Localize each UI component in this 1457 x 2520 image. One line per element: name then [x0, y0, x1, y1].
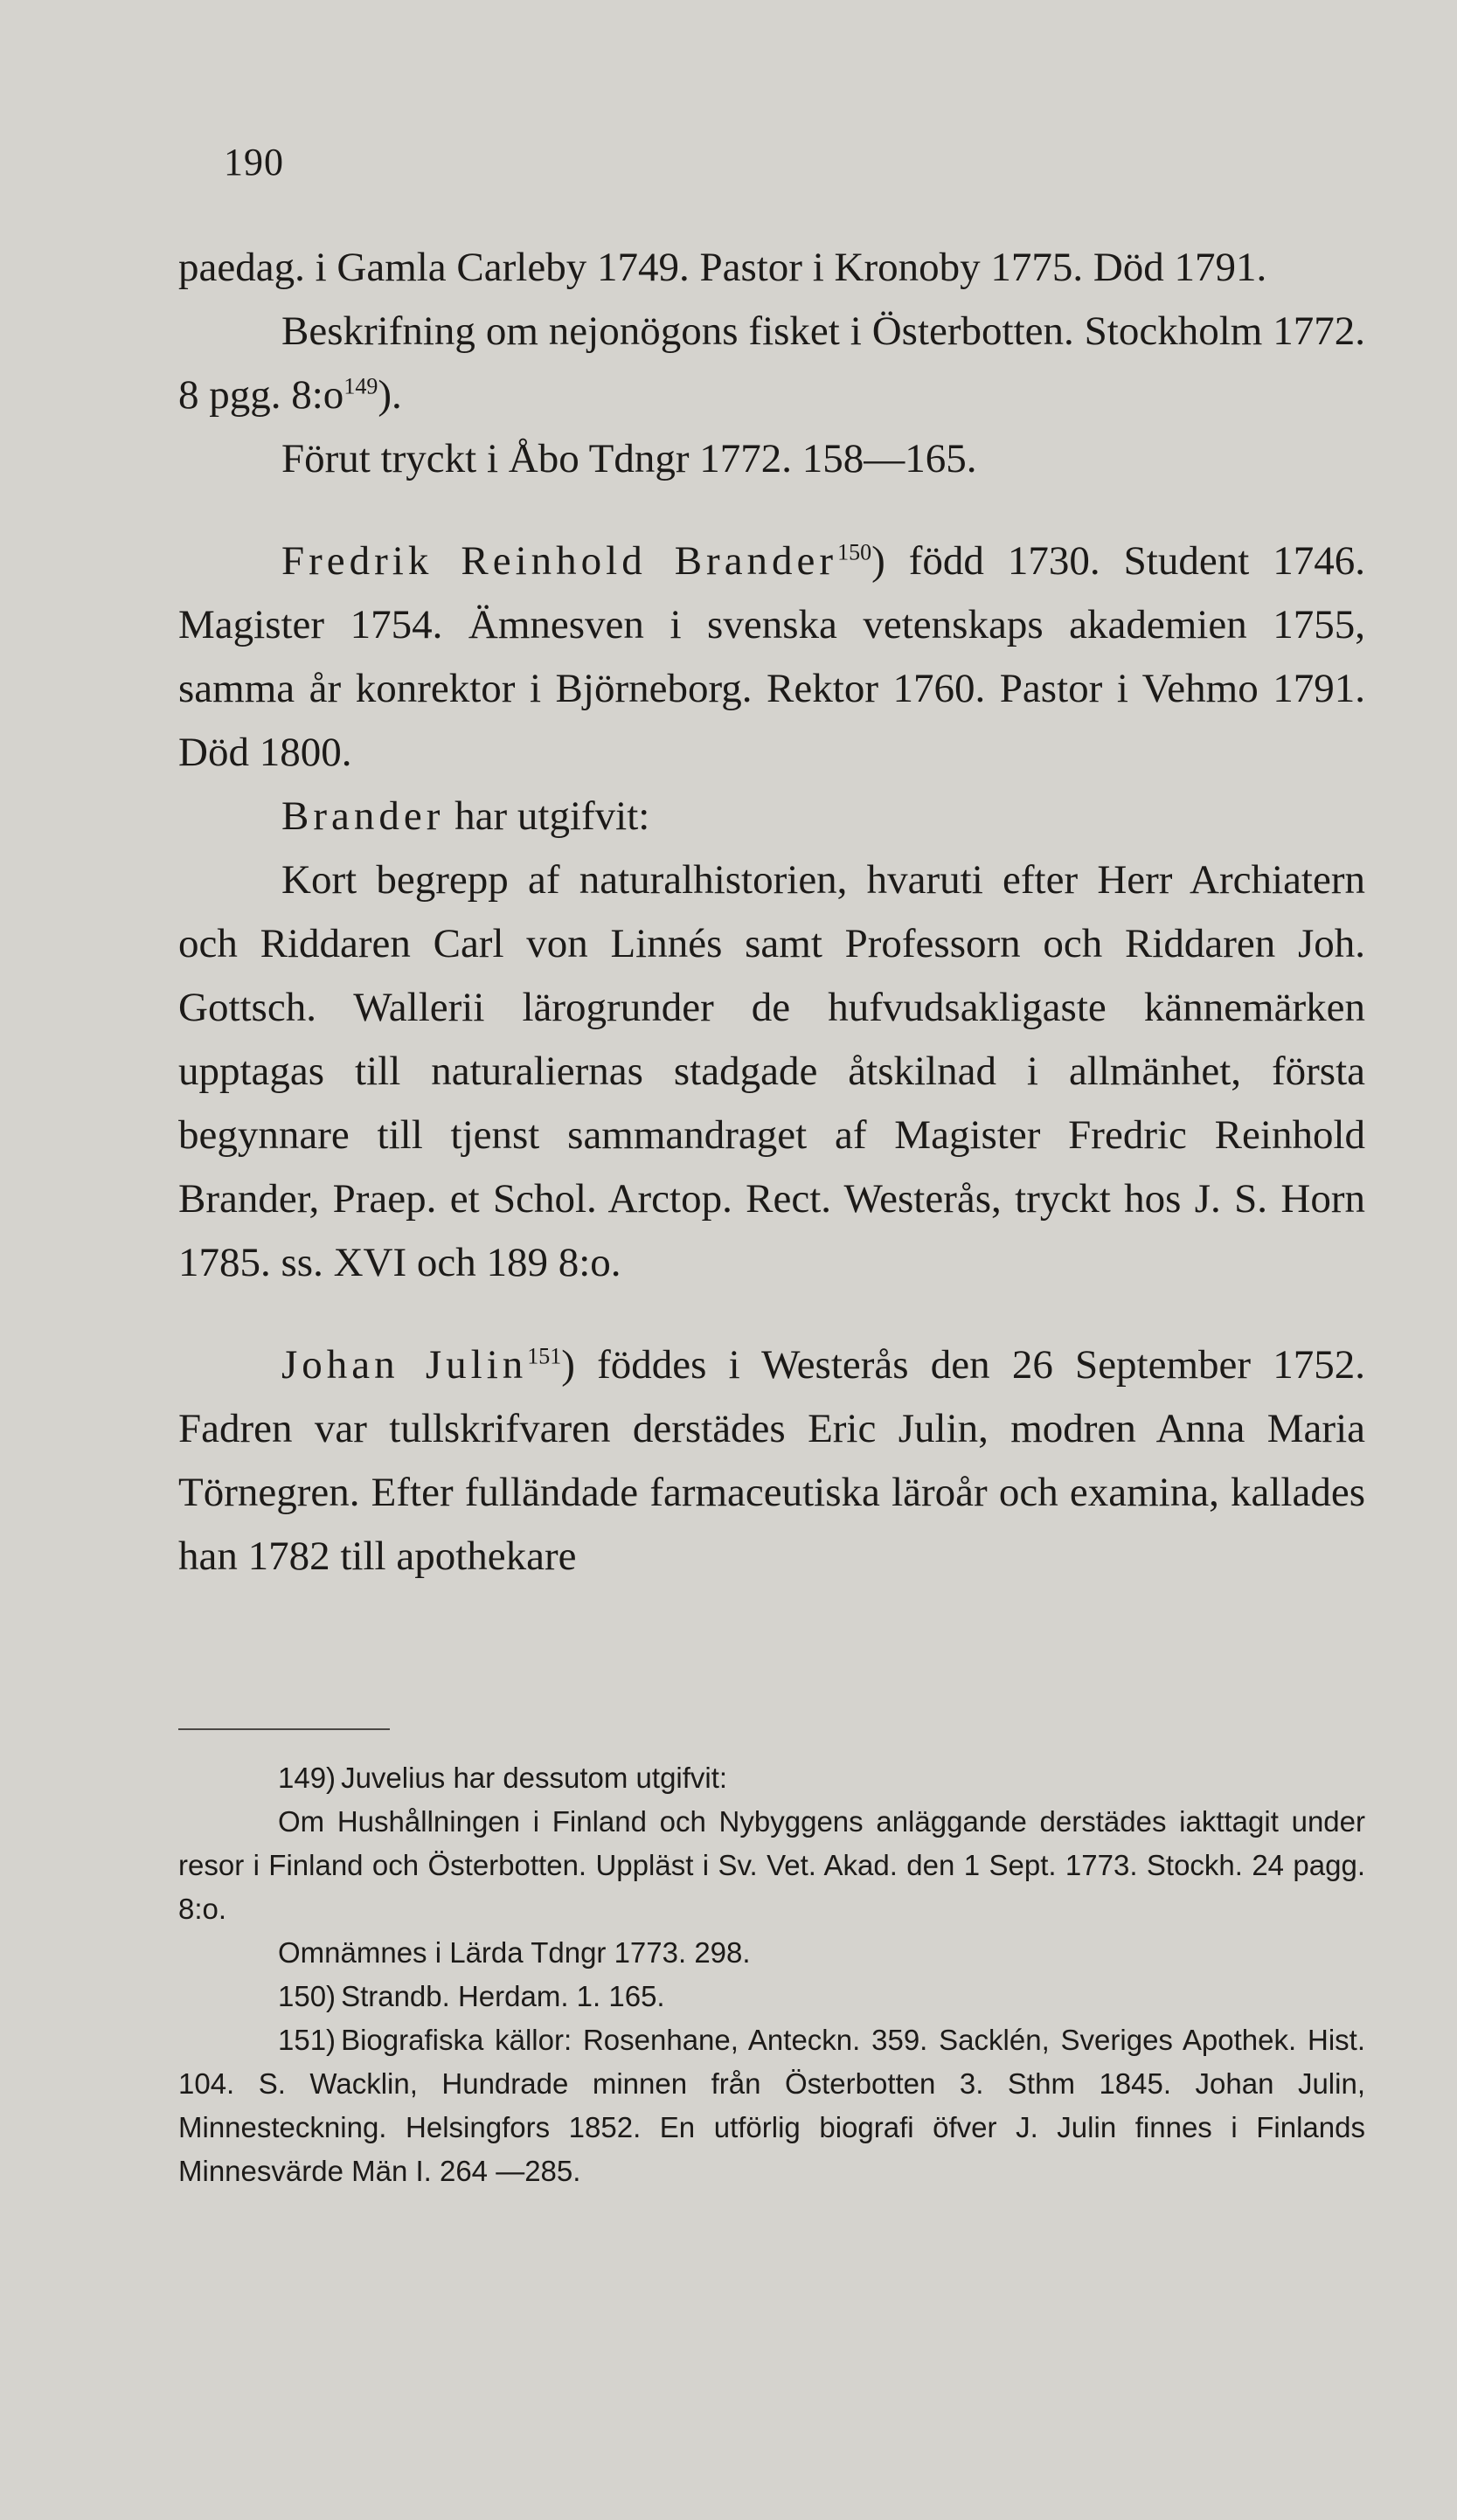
footnote-text: Omnämnes i Lärda Tdngr 1773. 298.	[278, 1936, 751, 1969]
paragraph-text: Beskrifning om nejonögons fisket i Österbotten. Stockholm 1772. 8 pgg. 8:o	[178, 308, 1365, 418]
footnote-150	[178, 1975, 1365, 2018]
footnote-ref: 151	[527, 1343, 562, 1369]
footnote-text: Om Hushållningen i Finland och Nybyggens anläggande derstädes iakttagit under resor i Finland och Österbotten. Uppläst i Sv. Vet. Akad. den 1 Sept. 1773. Stockh. 24 pagg. 8:o.	[178, 1805, 1365, 1925]
person-name: Johan Julin	[281, 1342, 528, 1388]
footnote-149	[178, 1756, 1365, 1800]
footnote-ref: 150	[837, 539, 872, 565]
footnote-149-mention	[178, 1931, 1365, 1975]
footnote-ref: 149	[343, 373, 378, 399]
paragraph-julin-bio	[178, 1333, 1365, 1589]
footnote-divider	[178, 1728, 390, 1730]
footnote-label: 150)	[278, 1980, 336, 2012]
paragraph-text: paedag. i Gamla Carleby 1749. Pastor i Kronoby 1775. Död 1791.	[178, 245, 1267, 290]
paragraph-text: Förut tryckt i Åbo Tdngr 1772. 158—165.	[281, 436, 977, 481]
footnote-label: 151)	[278, 2024, 336, 2056]
paragraph-text: har utgifvit:	[444, 793, 650, 839]
paragraph-text: ) född 1730. Student 1746. Magister 1754. Ämnesven i svenska vetenskaps akademien 1755, samma år konrektor i Björneborg. Rektor 1760. Pastor i Vehmo 1791. Död 1800.	[178, 538, 1366, 775]
paragraph-text: Kort begrepp af naturalhistorien, hvaruti efter Herr Archiatern och Riddaren Carl von Linnés samt Professorn och Riddaren Joh. Gottsch. Wallerii lärogrunder de hufvudsakligaste kännemärken upptagas till naturaliernas stadgade åtskilnad i allmänhet, första begynnare till tjenst sammandraget af Magister Fredric Reinhold Brander, Praep. et Schol. Arctop. Rect. Westerås, tryckt hos J. S. Horn 1785. ss. XVI och 189 8:o.	[178, 857, 1365, 1285]
footnote-text: Biografiska källor: Rosenhane, Anteckn. 359. Sacklén, Sveriges Apothek. Hist. 104. S. Wacklin, Hundrade minnen från Österbotten 3. Sthm 1845. Johan Julin, Minnesteckning. Helsingfors 1852. En utförlig biografi öfver J. Julin finnes i Finlands Minnesvärde Män I. 264 —285.	[178, 2024, 1365, 2187]
person-name: Brander	[281, 793, 445, 839]
paragraph-juvelius-note	[178, 427, 1365, 491]
footnote-text: Strandb. Herdam. 1. 165.	[341, 1980, 665, 2012]
footnote-151	[178, 2018, 1365, 2193]
paragraph-text: ) föddes i Westerås den 26 September 1752. Fadren var tullskrifvaren derstädes Eric Julin, modren Anna Maria Törnegren. Efter fulländade farmaceutiska läroår och examina, kallades han 1782 till apothekare	[178, 1342, 1366, 1579]
paragraph-juvelius-career	[178, 236, 1365, 300]
footnote-text: Juvelius har dessutom utgifvit:	[341, 1762, 728, 1794]
page-number: 190	[224, 141, 284, 183]
paragraph-tail: ).	[378, 372, 402, 418]
footnote-label: 149)	[278, 1762, 336, 1794]
footnotes	[178, 1756, 1365, 2193]
paragraph-juvelius-work	[178, 300, 1365, 427]
paragraph-brander-work	[178, 848, 1365, 1295]
footnote-149-work	[178, 1800, 1365, 1931]
paragraph-brander-bio	[178, 530, 1365, 785]
body-text	[178, 236, 1365, 1589]
paragraph-brander-intro	[178, 785, 1365, 848]
person-name: Fredrik Reinhold Brander	[281, 538, 838, 584]
